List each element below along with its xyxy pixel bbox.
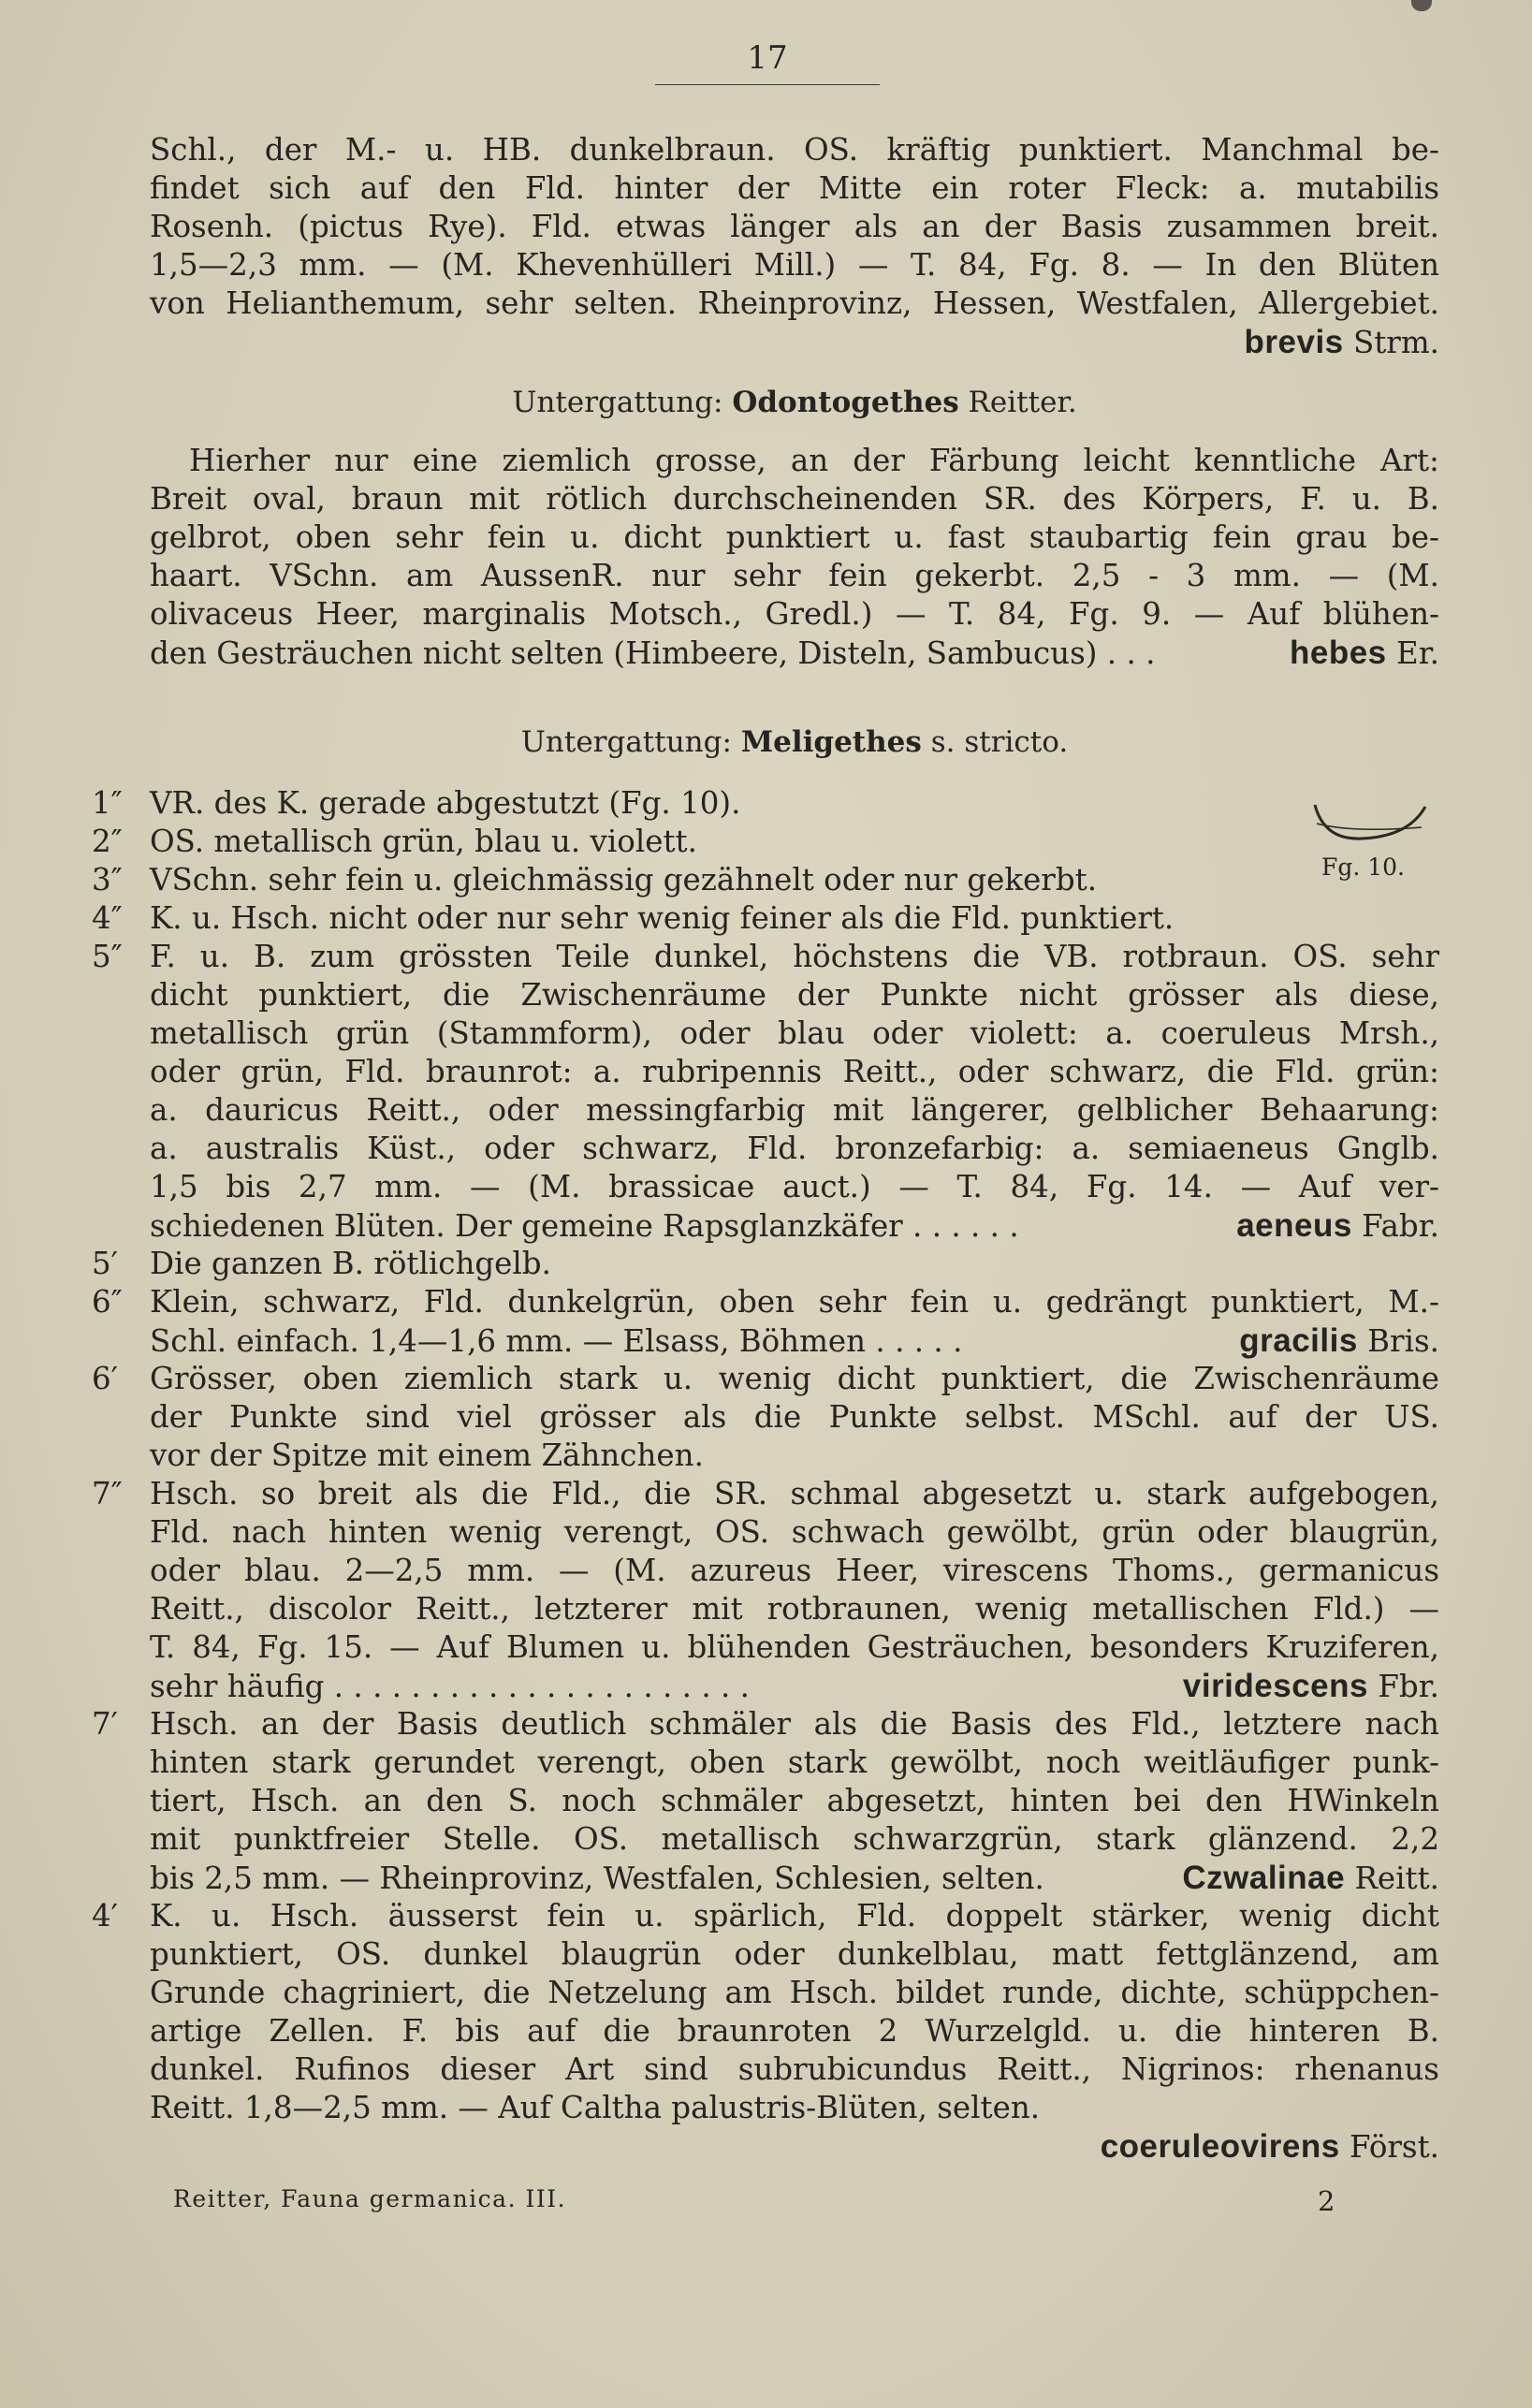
text-line: Schl. einfach. 1,4—1,6 mm. — Elsass, Böhmen . . . . . [150,1323,963,1359]
text-line: Die ganzen B. rötlichgelb. [150,1246,551,1281]
text-line: a. dauricus Reitt., oder messingfarbig mit längerer, gelblicher Behaarung: [150,1092,1439,1128]
text-line: 1,5 bis 2,7 mm. — (M. brassicae auct.) — T. 84, Fg. 14. — Auf ver- [150,1169,1439,1204]
top-paragraph [150,131,1439,362]
text-line: oder blau. 2—2,5 mm. — (M. azureus Heer, virescens Thoms., germanicus [150,1553,1439,1588]
text-line: Grösser, oben ziemlich stark u. wenig dicht punktiert, die Zwischenräume [150,1361,1439,1396]
text-line: Grunde chagriniert, die Netzelung am Hsch. bildet runde, dichte, schüppchen- [150,1975,1439,2010]
species-author: Fbr. [1378,1669,1439,1704]
species-author: Först. [1350,2129,1439,2165]
text-line: Rosenh. (pictus Rye). Fld. etwas länger als an der Basis zusammen breit. [150,209,1439,244]
subgenus-author: Reitter. [968,386,1077,419]
text-line: der Punkte sind viel grösser als die Punkte selbst. MSchl. auf der US. [150,1399,1439,1435]
text-line: dunkel. Rufinos dieser Art sind subrubicundus Reitt., Nigrinos: rhenanus [150,2051,1439,2087]
text-line: K. u. Hsch. nicht oder nur sehr wenig feiner als die Fld. punktiert. [150,900,1175,936]
text-line: dicht punktiert, die Zwischenräume der Punkte nicht grösser als diese, [150,977,1439,1013]
text-line: a. australis Küst., oder schwarz, Fld. bronzefarbig: a. semiaeneus Gnglb. [150,1131,1439,1166]
couplet-number: 7″ [92,1476,123,1511]
text-line: F. u. B. zum grössten Teile dunkel, höchstens die VB. rotbraun. OS. sehr [150,939,1439,974]
text-line: haart. VSchn. am AussenR. nur sehr fein gekerbt. 2,5 - 3 mm. — (M. [150,558,1439,593]
species-author: Fabr. [1362,1208,1439,1244]
text-line: punktiert, OS. dunkel blaugrün oder dunkelblau, matt fettglänzend, am [150,1936,1439,1972]
couplet-number: 6′ [92,1361,119,1396]
text-line: artige Zellen. F. bis auf die braunroten 2 Wurzelgld. u. die hinteren B. [150,2013,1439,2049]
text-line: oder grün, Fld. braunrot: a. rubripennis Reitt., oder schwarz, die Fld. grün: [150,1054,1439,1089]
text-line: Hsch. so breit als die Fld., die SR. schmal abgesetzt u. stark aufgebogen, [150,1476,1439,1511]
couplet [150,1475,1439,1706]
text-line: Reitt. 1,8—2,5 mm. — Auf Caltha palustris-Blüten, selten. [150,2090,1041,2125]
species-line [150,1206,1439,1246]
text-line: Breit oval, braun mit rötlich durchscheinenden SR. des Körpers, F. u. B. [150,481,1439,517]
couplet-number: 2″ [92,824,123,859]
species-line [150,634,1439,673]
subgenus-name: Meligethes [740,725,922,759]
species-line [150,2089,1439,2127]
species-line [150,323,1439,362]
species-name: brevis [1244,324,1344,360]
text-line: VR. des K. gerade abgestutzt (Fg. 10). [150,785,741,821]
couplet-number: 4″ [92,900,123,936]
text-line: von Helianthemum, sehr selten. Rheinprovinz, Hessen, Westfalen, Allergebiet. [150,285,1439,321]
species-author: Bris. [1367,1323,1439,1359]
text-line: vor der Spitze mit einem Zähnchen. [150,1438,704,1473]
couplet-number: 7′ [92,1706,119,1742]
species-name: gracilis [1239,1322,1358,1359]
subgenus-label: Untergattung: [512,386,723,419]
text-line: Klein, schwarz, Fld. dunkelgrün, oben sehr fein u. gedrängt punktiert, M.- [150,1284,1439,1320]
text-line: olivaceus Heer, marginalis Motsch., Gredl.) — T. 84, Fg. 9. — Auf blühen- [150,596,1439,632]
species-author: Reitt. [1354,1861,1439,1896]
text-line: gelbrot, oben sehr fein u. dicht punktiert u. fast staubartig fein grau be- [150,519,1439,555]
subgenus-heading [150,725,1439,759]
text-line: Hsch. an der Basis deutlich schmäler als die Basis des Fld., letztere nach [150,1706,1439,1742]
page-number: 17 [655,39,880,85]
text-line: OS. metallisch grün, blau u. violett. [150,824,697,859]
ink-mark [1411,0,1432,11]
couplet-number: 3″ [92,862,123,898]
footer-right: 2 [1318,2185,1335,2217]
couplet [150,1705,1439,1898]
couplet [150,1897,1439,2167]
couplet [150,899,1439,938]
species-name: viridescens [1182,1668,1368,1704]
species-line [150,1321,1439,1361]
text-line: tiert, Hsch. an den S. noch schmäler abgesetzt, hinten bei den HWinkeln [150,1783,1439,1818]
odontogethes-paragraph [150,442,1439,673]
text-line: K. u. Hsch. äusserst fein u. spärlich, Fld. doppelt stärker, wenig dicht [150,1898,1439,1934]
text-line: mit punktfreier Stelle. OS. metallisch schwarzgrün, stark glänzend. 2,2 [150,1821,1439,1857]
species-name: coeruleovirens [1100,2128,1340,2165]
couplet [150,784,1273,823]
footer-left: Reitter, Fauna germanica. III. [173,2185,567,2212]
couplet-number: 5′ [92,1246,119,1281]
subgenus-rest: s. stricto. [930,725,1069,759]
couplet-number: 1″ [92,785,123,821]
text-line: sehr häufig . . . . . . . . . . . . . . . . . . . . . . [150,1669,750,1704]
species-name: aeneus [1236,1207,1352,1244]
couplet [150,938,1439,1246]
couplet-number: 5″ [92,939,123,974]
couplet [150,823,1273,861]
couplet [150,1360,1439,1475]
text-line: 1,5—2,3 mm. — (M. Khevenhülleri Mill.) — T. 84, Fg. 8. — In den Blüten [150,247,1439,283]
species-line [150,1859,1439,1898]
species-author: Strm. [1352,325,1439,360]
text-line: findet sich auf den Fld. hinter der Mitte ein roter Fleck: a. mutabilis [150,170,1439,206]
text-line: Hierher nur eine ziemlich grosse, an der Färbung leicht kenntliche Art: [189,443,1439,478]
species-author: Er. [1395,635,1439,671]
couplet [150,1245,1439,1283]
species-line [150,1667,1439,1706]
text-line: den Gesträuchen nicht selten (Himbeere, Disteln, Sambucus) . . . [150,635,1156,671]
text-line: Reitt., discolor Reitt., letzterer mit rotbraunen, wenig metallischen Fld.) — [150,1591,1439,1627]
figure-label: Fg. 10. [1321,854,1406,881]
text-line: T. 84, Fg. 15. — Auf Blumen u. blühenden Gesträuchen, besonders Kruziferen, [150,1629,1439,1665]
text-line: schiedenen Blüten. Der gemeine Rapsglanzkäfer . . . . . . [150,1208,1019,1244]
text-line: metallisch grün (Stammform), oder blau oder violett: a. coeruleus Mrsh., [150,1015,1439,1051]
couplet-number: 4′ [92,1898,119,1934]
couplet-number: 6″ [92,1284,123,1320]
text-line: hinten stark gerundet verengt, oben stark gewölbt, noch weitläufiger punk- [150,1744,1439,1780]
text-line: Fld. nach hinten wenig verengt, OS. schwach gewölbt, grün oder blaugrün, [150,1514,1439,1550]
species-name: hebes [1289,635,1387,671]
species-line [150,2127,1439,2167]
subgenus-label: Untergattung: [520,725,732,759]
text-line: bis 2,5 mm. — Rheinprovinz, Westfalen, Schlesien, selten. [150,1861,1044,1896]
subgenus-name: Odontogethes [732,386,959,419]
species-name: Czwalinae [1182,1860,1346,1896]
couplet [150,861,1273,899]
text-line: Schl., der M.- u. HB. dunkelbraun. OS. kräftig punktiert. Manchmal be- [150,132,1439,168]
subgenus-heading [150,386,1439,419]
text-line: VSchn. sehr fein u. gleichmässig gezähnelt oder nur gekerbt. [150,862,1098,898]
couplet [150,1283,1439,1361]
